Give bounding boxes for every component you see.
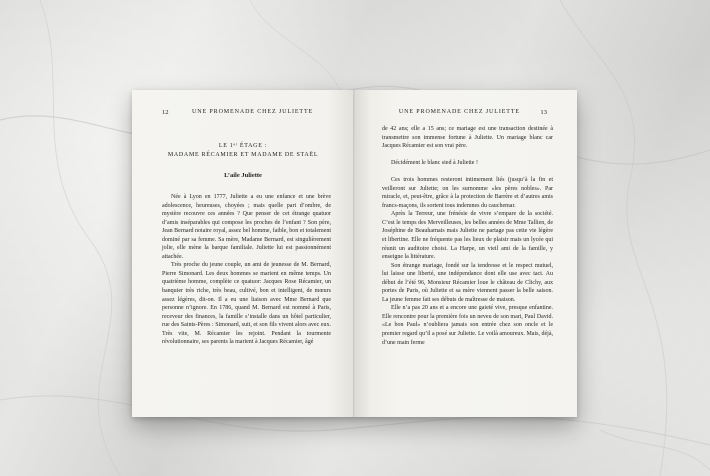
open-book: [132, 90, 577, 417]
right-page-header: [355, 109, 577, 119]
chapter-title-line-1: LE 1ᵉʳ ÉTAGE :: [218, 143, 268, 149]
chapter-title-line-2: MADAME RÉCAMIER ET MADAME DE STAËL: [167, 151, 319, 158]
right-page-body: [382, 125, 553, 347]
left-page-header: [132, 109, 354, 119]
right-page: [355, 90, 577, 417]
paragraph: Son étrange mariage, fondé sur la tendresse et le respect mutuel, lui laisse une liberté, une indépendance dont elle use avec tact. Au début de l’été 96, Monsieur Récamier loue le château de Clichy, aux portes de Paris, où Juliette et sa mère viennent passer la belle saison. La jeune femme fait ses débuts de maîtresse de maison.: [382, 262, 553, 303]
paragraph: Très proche du jeune couple, un ami de jeunesse de M. Bernard, Pierre Simonard. Les deux hommes se marient en même temps. Un quatrième homme, complète ce quatuor: Jacques Rose Récamier, un banquier très riche, très beau, cultivé, bon et intelligent, de mœurs assez légères, dit-on. Il a eu une liaison avec Mme Bernard que personne n’ignore. En 1786, quand M. Bernard est nommé à Paris, receveur des finances, la famille s’installe dans un hôtel particulier, rue des Saints-Pères : Simonard, suit, et son fils vivent alors avec eux. Très vite, M. Récamier les rejoint. Pendant la tourmente révolutionnaire, ses parents la marient à Jacques Récamier, âgé: [162, 262, 331, 346]
paragraph: Elle n’a pas 20 ans et a encore une gaieté vive, presque enfantine. Elle rencontre pour la première fois un neveu de son mari, Paul David. «Le bon Paul» n’oubliera jamais son entrée chez son oncle et le premier regard qu’il a posé sur Juliette. Le voilà amoureux. Mais, déjà, d’une main ferme: [382, 305, 553, 346]
paragraph: Décidément le blanc sied à Juliette !: [391, 160, 478, 167]
paragraph: Ces trois hommes resteront intimement liés (jusqu’à la fin et veilleront sur Juliette; on les surnomme «les pères nobles». Par miracle, et, peut-être, grâce à la protection de Barrère et d’autres amis francs-maçons, ils sortent tous indemnes du cauchemar.: [382, 177, 553, 209]
page-number: 13: [540, 109, 547, 116]
paragraph: de 42 ans; elle a 15 ans; ce mariage est une transaction destinée à transmettre son immense fortune à Juliette. Un mariage blanc car Jacques Récamier est son vrai père.: [382, 126, 553, 150]
paragraph: Née à Lyon en 1777, Juliette a eu une enfance et une brève adolescence, heureuses, choyées ; mais quelle part d’ombre, de mystère recouvre ces années ? Que penser de cet étrange quatuor d’amis inséparables qui compose les proches de l’enfant ? Son père, Jean Bernard notaire royal, assez bel homme, faible, bon et totalement dominé par sa femme. Sa mère, Madame Bernard, est singulièrement jolie, elle mène la barque familiale. Juliette lui est passionnément attachée.: [162, 194, 331, 260]
page-number: 12: [162, 109, 169, 116]
left-page: [132, 90, 354, 417]
chapter-heading: [154, 142, 332, 159]
running-title: UNE PROMENADE CHEZ JULIETTE: [192, 109, 314, 115]
left-page-body: [162, 193, 331, 347]
running-title: UNE PROMENADE CHEZ JULIETTE: [398, 109, 520, 115]
paragraph: Après la Terreur, une frénésie de vivre s’empare de la société. C’est le temps des Merveilleuses, les belles années de Mme Tallien, de Joséphine de Beauharnais mais Juliette ne partage pas cette vie légère et libertine. Elle ne fréquente pas les lieux de plaisir mais un lycée qui réunit un auditoire choisi. La Harpe, un vieil ami de la famille, y enseigne la littérature.: [382, 211, 553, 261]
section-title: L’aile Juliette: [224, 172, 262, 179]
